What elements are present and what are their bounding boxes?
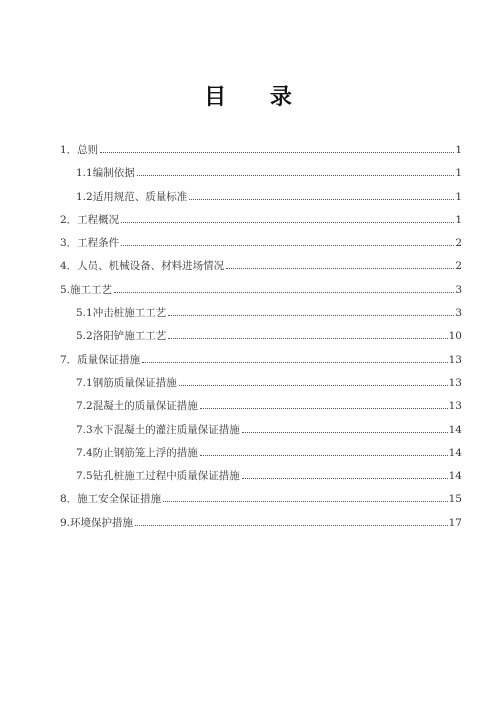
- toc-entry-label: 1.2适用规范、质量标准: [76, 190, 188, 203]
- toc-entry[interactable]: [60, 191, 462, 214]
- toc-entry-label: 2．工程概况: [60, 213, 120, 226]
- toc-dot-leader: [242, 432, 448, 433]
- toc-entry[interactable]: [60, 447, 462, 470]
- toc-dot-leader: [200, 408, 448, 409]
- toc-entry[interactable]: [60, 330, 462, 353]
- toc-entry[interactable]: [60, 284, 462, 307]
- toc-dot-leader: [189, 199, 454, 200]
- toc-entry-label: 1．总则: [60, 144, 99, 156]
- toc-entry-page-number: 13: [448, 400, 462, 413]
- toc-entry-label: 9.环境保护措施: [60, 516, 134, 529]
- toc-entry[interactable]: [60, 517, 462, 540]
- toc-entry[interactable]: [60, 167, 462, 190]
- toc-entry[interactable]: [60, 470, 462, 493]
- toc-dot-leader: [142, 362, 447, 363]
- toc-entry-label: 3．工程条件: [60, 237, 120, 250]
- toc-dot-leader: [226, 268, 454, 269]
- toc-entry-label: 4．人员、机械设备、材料进场情况: [60, 260, 225, 273]
- toc-entry-label: 5.施工工艺: [60, 283, 113, 296]
- toc-entry[interactable]: [60, 307, 462, 330]
- toc-entry-page-number: 15: [448, 493, 462, 506]
- toc-entry[interactable]: [60, 237, 462, 260]
- toc-title: 目 录: [204, 85, 310, 110]
- toc-list: [60, 144, 462, 540]
- toc-entry-page-number: 14: [448, 446, 462, 459]
- toc-entry-page-number: 1: [455, 213, 462, 226]
- toc-entry[interactable]: [60, 214, 462, 237]
- toc-entry-label: 8．施工安全保证措施: [60, 493, 162, 506]
- toc-dot-leader: [137, 175, 455, 176]
- toc-entry[interactable]: [60, 493, 462, 516]
- toc-entry-page-number: 1: [455, 167, 462, 180]
- toc-entry[interactable]: [60, 424, 462, 447]
- toc-entry-page-number: 10: [448, 330, 462, 343]
- toc-entry-page-number: 2: [455, 260, 462, 273]
- toc-entry-page-number: 1: [455, 190, 462, 203]
- toc-entry-page-number: 13: [448, 353, 462, 366]
- toc-entry-label: 7.1钢筋质量保证措施: [76, 376, 177, 389]
- toc-entry-label: 7.2混凝土的质量保证措施: [76, 400, 198, 413]
- toc-entry-page-number: 2: [455, 237, 462, 250]
- toc-dot-leader: [121, 245, 454, 246]
- toc-entry[interactable]: [60, 377, 462, 400]
- toc-entry-label: 5.2洛阳铲施工工艺: [76, 330, 167, 343]
- toc-entry-label: 1.1编制依据: [76, 167, 135, 180]
- toc-entry-page-number: 13: [448, 376, 462, 389]
- toc-entry-page-number: 14: [448, 470, 462, 483]
- toc-entry-label: 7.5钻孔桩施工过程中质量保证措施: [76, 470, 240, 483]
- toc-entry[interactable]: [60, 354, 462, 377]
- toc-dot-leader: [200, 455, 448, 456]
- toc-entry-page-number: 3: [455, 307, 462, 320]
- toc-entry-label: 5.1冲击桩施工工艺: [76, 307, 167, 320]
- toc-dot-leader: [163, 501, 447, 502]
- toc-dot-leader: [179, 385, 448, 386]
- toc-dot-leader: [135, 525, 448, 526]
- toc-entry[interactable]: [60, 400, 462, 423]
- toc-dot-leader: [168, 338, 447, 339]
- toc-dot-leader: [242, 478, 448, 479]
- toc-dot-leader: [100, 152, 454, 153]
- toc-entry-label: 7.3水下混凝土的灌注质量保证措施: [76, 423, 240, 436]
- toc-entry-page-number: 14: [448, 423, 462, 436]
- toc-dot-leader: [121, 222, 454, 223]
- toc-entry[interactable]: [60, 144, 462, 167]
- toc-dot-leader: [168, 315, 454, 316]
- toc-entry-page-number: 1: [455, 144, 462, 156]
- toc-entry-page-number: 17: [448, 516, 462, 529]
- toc-entry[interactable]: [60, 260, 462, 283]
- toc-entry-page-number: 3: [455, 283, 462, 296]
- toc-entry-label: 7.4防止钢筋笼上浮的措施: [76, 446, 198, 459]
- toc-dot-leader: [114, 292, 454, 293]
- toc-entry-label: 7．质量保证措施: [60, 353, 141, 366]
